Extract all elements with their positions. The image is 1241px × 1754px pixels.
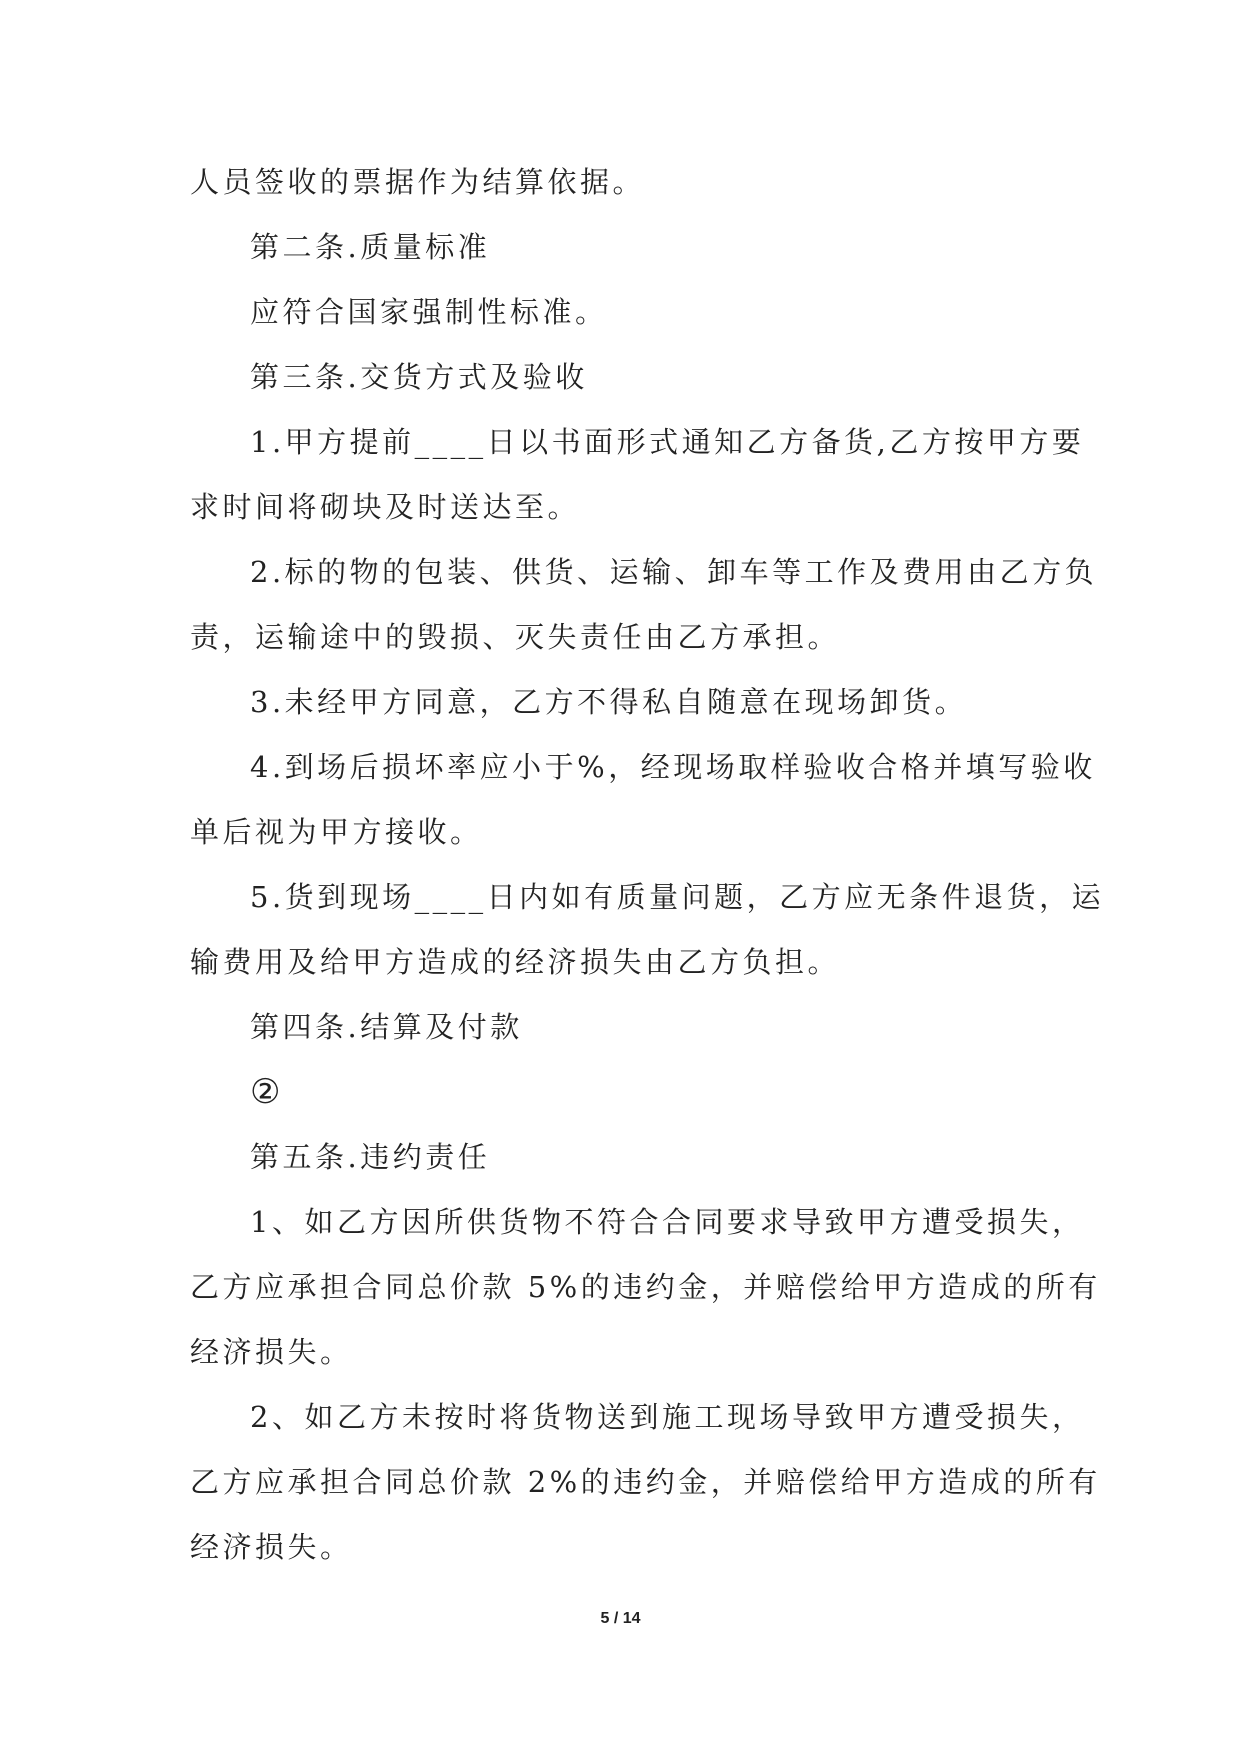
clause-line: 经济损失。: [190, 1335, 353, 1369]
section-heading: 第五条.违约责任: [250, 1140, 491, 1174]
clause-line: 乙方应承担合同总价款 5%的违约金，并赔偿给甲方造成的所有: [190, 1270, 1101, 1304]
section-heading: 第四条.结算及付款: [250, 1010, 523, 1044]
circled-number: ②: [250, 1072, 284, 1112]
clause-line: 1.甲方提前____日以书面形式通知乙方备货,乙方按甲方要: [250, 425, 1085, 459]
clause-line: 5.货到现场____日内如有质量问题，乙方应无条件退货，运: [250, 880, 1105, 914]
paragraph-line: 人员签收的票据作为结算依据。: [190, 165, 646, 199]
section-heading: 第三条.交货方式及验收: [250, 360, 588, 394]
page-number: 5 / 14: [600, 1610, 641, 1627]
clause-line: 经济损失。: [190, 1530, 353, 1564]
clause-line: 输费用及给甲方造成的经济损失由乙方负担。: [190, 945, 841, 979]
paragraph-line: 应符合国家强制性标准。: [250, 295, 608, 329]
document-body: [190, 150, 1105, 1580]
clause-line: 2、如乙方未按时将货物送到施工现场导致甲方遭受损失，: [250, 1400, 1085, 1434]
section-heading: 第二条.质量标准: [250, 230, 491, 264]
clause-line: 单后视为甲方接收。: [190, 815, 483, 849]
clause-line: 责，运输途中的毁损、灭失责任由乙方承担。: [190, 620, 841, 654]
clause-line: 4.到场后损坏率应小于%，经现场取样验收合格并填写验收: [250, 750, 1096, 784]
clause-line: 2.标的物的包装、供货、运输、卸车等工作及费用由乙方负: [250, 555, 1098, 589]
clause-line: 求时间将砌块及时送达至。: [190, 490, 581, 524]
clause-line: 3.未经甲方同意，乙方不得私自随意在现场卸货。: [250, 685, 968, 719]
clause-line: 1、如乙方因所供货物不符合合同要求导致甲方遭受损失，: [250, 1205, 1085, 1239]
clause-line: 乙方应承担合同总价款 2%的违约金，并赔偿给甲方造成的所有: [190, 1465, 1101, 1499]
